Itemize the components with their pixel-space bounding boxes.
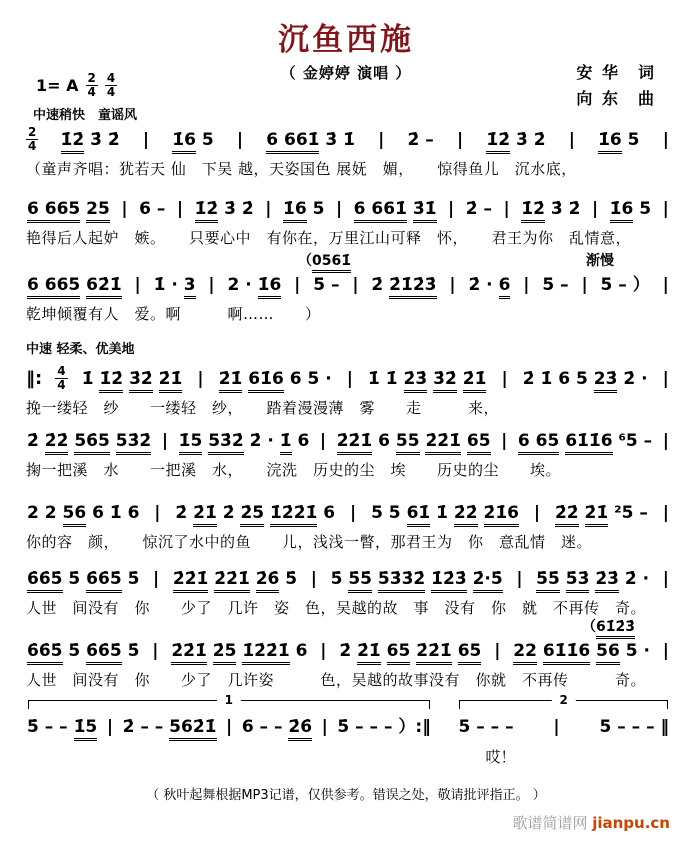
composer-credit: 向 东 曲 <box>576 89 656 108</box>
lyrics-line: 乾坤倾覆有人 爱。啊 啊…… ） <box>26 305 321 323</box>
measure: 2 · 1̇6 <box>227 272 283 298</box>
measure: 6 65 61̇1̇6 ⁶5 – <box>517 428 653 454</box>
lyrics-line: 人世 间没有 你 少了 几许 姿 色，吴越的故 事 没有 你 就 不再传 奇。 <box>26 599 647 617</box>
performer-subtitle: （ 金婷婷 演唱 ） <box>280 64 412 82</box>
notes-line <box>26 638 670 664</box>
measure: 1̇ 1̇ 2̇3̇ 3̇2̇ 2̇1̇ <box>367 366 487 392</box>
measure: 1̇2̇ 3̇ 2̇ <box>485 127 546 153</box>
measure: 2̇1̇ 61̇6 6 5 · <box>218 366 333 392</box>
notation-system-7 <box>26 566 670 618</box>
measure: 1̇6 5 <box>597 127 640 153</box>
measure: 5̇ 5̇5̇ 5̇3̇3̇2̇ 1̇2̇3̇ 2̇·5̇ <box>330 566 504 592</box>
measure: 2̇2̇1̇ 2̇2̇1̇ 2̇6̇ 5̇ <box>172 566 298 592</box>
barline: | <box>176 199 184 219</box>
barline: | <box>662 199 669 219</box>
barline: | <box>320 641 327 661</box>
barline: | <box>662 275 669 295</box>
barline: | <box>501 431 508 451</box>
measure: 1̇ · 3 <box>153 272 197 298</box>
cue-annotation: 渐慢 <box>586 253 614 269</box>
measure: 6̇6̇5̇ 5̇ 6̇6̇5̇ 5̇ <box>26 566 140 592</box>
barline: | <box>152 641 159 661</box>
measure: 6 665 25 <box>26 196 111 222</box>
barline: | <box>568 130 575 151</box>
site-name: 歌谱简谱网 <box>512 814 593 832</box>
measure: 1̇2̇ 3̇ 2̇ <box>520 196 581 222</box>
measure: 5 – ） <box>600 275 650 295</box>
measure: 5 – – – ‖ <box>599 717 669 737</box>
barline: | <box>154 503 161 523</box>
measure: 22 61̇1̇6 56 5 · <box>512 638 651 664</box>
measure: 1̇ 1̇2̇ 3̇2̇ 2̇1̇ <box>81 366 184 392</box>
measure: 2̇2̇ 2̇1̇ ²5 – <box>554 500 649 526</box>
notation-system-1 <box>26 126 670 179</box>
notes-line <box>457 714 670 740</box>
time-signature: $\frac{2}{4}$ <box>28 125 37 154</box>
measure: 5̇ – – 1̇5 <box>26 714 98 740</box>
barline: | <box>106 717 114 737</box>
notes-line <box>26 714 432 740</box>
measure: 2̇ – <box>465 199 492 219</box>
notes-line <box>26 126 670 153</box>
ending-bracket <box>459 693 668 709</box>
tempo-marking: 中速稍快 童谣风 <box>33 108 138 123</box>
measure: 5 – – – <box>458 717 514 737</box>
notation-system-2 <box>26 196 670 248</box>
volta-row <box>26 693 670 767</box>
ending-number: 1 <box>217 693 241 707</box>
measure: 5̇ – – – ）:‖ <box>337 717 431 737</box>
barline: | <box>310 569 317 589</box>
measure: 2̇2̇1̇ 6 55 2̇2̇1̇ 65 <box>336 428 492 454</box>
measure: 2̇ 2̇1̇ 65 2̇2̇1̇ 65 <box>338 638 482 664</box>
measure: 2̇ · 6 <box>467 272 511 298</box>
measure: 1̇6 5 <box>282 196 325 222</box>
notation-system-final <box>26 693 670 767</box>
measure: 2̇ 2̇2̇ 56̇5 53̇2̇ <box>26 428 152 454</box>
measure: 5̇5̇ 5̇3̇ 2̇3̇ 2̇ · <box>535 566 650 592</box>
notation-system-4 <box>26 338 670 418</box>
notation-system-5 <box>26 428 670 480</box>
measure: 1̇2̇ 3̇ 2̇ <box>194 196 255 222</box>
barline: | <box>533 503 541 523</box>
barline: | <box>265 199 272 219</box>
watermark <box>512 812 670 833</box>
measure: 1̇2̇ 3̇ 2̇ <box>60 127 121 153</box>
measure: 2̇ – <box>407 130 434 151</box>
notes-line <box>26 566 670 592</box>
site-domain: jianpu.cn <box>592 814 670 832</box>
barline: | <box>153 569 160 589</box>
credits <box>576 60 656 112</box>
barline: | <box>236 130 244 151</box>
barline: | <box>494 641 501 661</box>
barline: | <box>662 569 669 589</box>
barline: | <box>662 641 669 661</box>
cue-annotation: （0561̇ <box>298 250 351 270</box>
notes-line <box>26 428 670 454</box>
lyrics-line: 人世 间没有 你 少了 几许姿 色，吴越的故事没有 你就 不再传 奇。 <box>26 671 647 689</box>
notes-line <box>26 365 670 392</box>
measure: 6 – <box>139 199 166 219</box>
volta-bracket-1 <box>26 693 432 767</box>
barline: | <box>523 275 530 295</box>
barline: | <box>321 717 328 737</box>
key-signature <box>36 72 117 99</box>
barline: | <box>662 130 669 151</box>
notes-line <box>26 500 670 526</box>
notation-system-8 <box>26 616 670 690</box>
page-title: 沉鱼西施 <box>278 22 414 58</box>
barline: | <box>208 275 215 295</box>
measure: 1̇5 53̇2̇ 2̇ · 1̇ 6 <box>178 428 311 454</box>
section-tempo-label: 中速 轻柔、优美地 <box>26 342 135 357</box>
barline: | <box>662 503 669 523</box>
barline: | <box>197 369 204 390</box>
barline: | <box>581 275 588 295</box>
measure: 2 2 56 6 1̇ 6 <box>26 500 140 526</box>
annotation-row <box>26 616 670 638</box>
notation-system-3 <box>26 250 670 324</box>
lyrics-line: 你的容 颜， 惊沉了水中的鱼 儿，浅浅一瞥，那君王为 你 意乱情 迷。 <box>26 533 593 551</box>
volta-bracket-2 <box>457 693 670 767</box>
cue-annotation: （61̇2̇3̇ <box>582 616 635 636</box>
measure: 6 – – 2̇6̇ <box>241 714 313 740</box>
barline: | <box>449 275 456 295</box>
barline: | <box>503 199 510 219</box>
barline: | <box>294 275 301 295</box>
barline: | <box>501 369 508 390</box>
key-label: 1= A <box>36 76 79 96</box>
barline: | <box>319 431 327 451</box>
barline: | <box>662 431 669 451</box>
notes-line <box>26 272 670 298</box>
meter-4-4: $\frac{4}{4}$ <box>106 71 116 100</box>
measure: 1̇6 5 <box>171 127 214 153</box>
measure: 5 – <box>313 275 340 295</box>
measure: 6 661̇ 3̇1̇ <box>353 196 438 222</box>
annotation-row <box>26 250 670 272</box>
measure: 2̇ 2̇1̇2̇3̇ <box>370 272 437 298</box>
measure: 1̇6 5 <box>609 196 652 222</box>
barline: | <box>591 199 599 219</box>
repeat-start-sign: ‖: <box>26 368 43 390</box>
barline: | <box>378 130 385 151</box>
lyrics-line: 哎！ <box>485 748 516 766</box>
measure: 2̇ 1̇ 6 5 23̇ 2̇ · <box>522 366 649 392</box>
barline: | <box>456 130 464 151</box>
notes-line <box>26 196 670 222</box>
measure: 6̇6̇5̇ 5̇ 6̇6̇5̇ 5̇ <box>26 638 140 664</box>
time-signature: $\frac{4}{4}$ <box>57 364 66 393</box>
lyricist-credit: 安 华 词 <box>576 63 656 82</box>
measure: 2̇ – – 562̇1̇ <box>122 714 218 740</box>
barline: | <box>142 130 150 151</box>
measure: 2̇2̇1̇ 2̇5 1̇2̇2̇1̇ 6 <box>170 638 308 664</box>
ending-bracket <box>28 693 430 709</box>
barline: | <box>134 275 141 295</box>
lyrics-line: （童声齐唱：犹若天 仙 下吴 越，天姿国色 展妩 媚， 惊得鱼儿 沉水底， <box>26 160 577 179</box>
measure: 6 661̇ 3̇ 1̇ <box>265 127 356 153</box>
barline: | <box>161 431 169 451</box>
barline: | <box>226 717 233 737</box>
measure: 5 5 61̇ 1̇ 2̇2̇ 2̇1̇6 <box>370 500 520 526</box>
lyrics-line: 掬一把溪 水 一把溪 水， 浣洗 历史的尘 埃 历史的尘 埃。 <box>26 461 562 479</box>
lyrics-line: 艳得后人起妒 嫉。 只要心中 有你在，万里江山可释 怀， 君王为你 乱情意， <box>26 229 632 247</box>
measure: 2̇ 2̇1̇ 2̇ 2̇5 1̇2̇2̇1̇ 6 <box>174 500 336 526</box>
barline: | <box>349 503 357 523</box>
measure: 6 665 62̇1̇ <box>26 272 123 298</box>
barline: | <box>553 717 560 737</box>
barline: | <box>662 369 669 390</box>
barline: | <box>352 275 359 295</box>
barline: | <box>335 199 343 219</box>
barline: | <box>516 569 523 589</box>
ending-number: 2 <box>552 693 576 707</box>
lyrics-line: 挽一缕轻 纱 一缕轻 纱， 踏着漫漫薄 雾 走 来， <box>26 399 500 418</box>
barline: | <box>448 199 455 219</box>
measure: 5 – <box>542 275 569 295</box>
barline: | <box>346 369 353 390</box>
footer-note: （ 秋叶起舞根据MP3记谱，仅供参考。错误之处，敬请批评指正。 ） <box>146 788 546 803</box>
notation-system-6 <box>26 500 670 552</box>
meter-2-4: $\frac{2}{4}$ <box>87 71 96 100</box>
barline: | <box>121 199 128 219</box>
